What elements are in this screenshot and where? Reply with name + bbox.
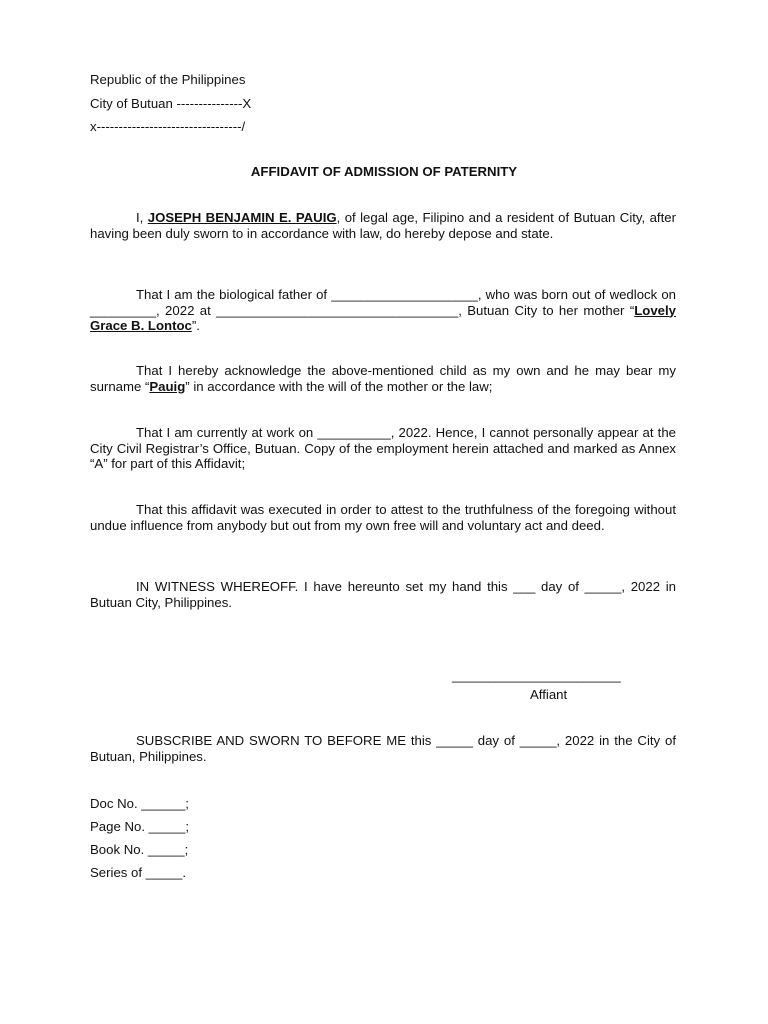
page-no: Page No. _____;	[90, 819, 189, 834]
affiant-name: JOSEPH BENJAMIN E. PAUIG	[147, 210, 337, 225]
p3-pre: That I hereby acknowledge the above-mentioned child as my own and he may bear my surname “	[90, 363, 676, 394]
paragraph-work: That I am currently at work on __________, 2022. Hence, I cannot personally appear at the City Civil Registrar’s Office, Butuan. Copy of the employment herein attached and marked as Annex “A” for part of this Affidavit;	[90, 425, 676, 471]
p2-post: ”.	[191, 318, 200, 333]
p3-post: ” in accordance with the will of the mother or the law;	[185, 378, 493, 394]
affiant-label: Affiant	[530, 687, 568, 702]
book-no: Book No. _____;	[90, 842, 189, 857]
paragraph-acknowledge	[90, 363, 676, 394]
paragraph-attest: That this affidavit was executed in order to attest to the truthfulness of the foregoing without undue influence from anybody but out from my own free will and voluntary act and deed.	[90, 502, 676, 533]
paragraph-biological-father	[90, 287, 676, 334]
signature-line: _______________________	[452, 668, 621, 683]
mother-name: Lovely Grace B. Lontoc	[90, 302, 676, 333]
paragraph-affiant-intro	[90, 210, 676, 241]
p2-pre: That I am the biological father of ____________________, who was born out of wedlock on _________, 2022 at _________________________________, Butuan City to her mother “	[90, 287, 676, 318]
p1-pre: I,	[136, 210, 148, 225]
surname: Pauig	[149, 378, 186, 394]
p1-post: , of legal age, Filipino and a resident of Butuan City, after having been duly sworn to in accordance with law, do hereby depose and state.	[90, 210, 676, 241]
header-separator: x---------------------------------/	[90, 119, 246, 134]
paragraph-jurat: SUBSCRIBE AND SWORN TO BEFORE ME this _____ day of _____, 2022 in the City of Butuan, Philippines.	[90, 733, 676, 764]
paragraph-witness: IN WITNESS WHEREOFF. I have hereunto set my hand this ___ day of _____, 2022 in Butuan City, Philippines.	[90, 579, 676, 610]
series-of: Series of _____.	[90, 865, 187, 880]
document-title: AFFIDAVIT OF ADMISSION OF PATERNITY	[250, 164, 518, 179]
header-republic: Republic of the Philippines	[90, 72, 246, 87]
doc-no: Doc No. ______;	[90, 796, 189, 811]
header-city: City of Butuan ---------------X	[90, 96, 252, 111]
